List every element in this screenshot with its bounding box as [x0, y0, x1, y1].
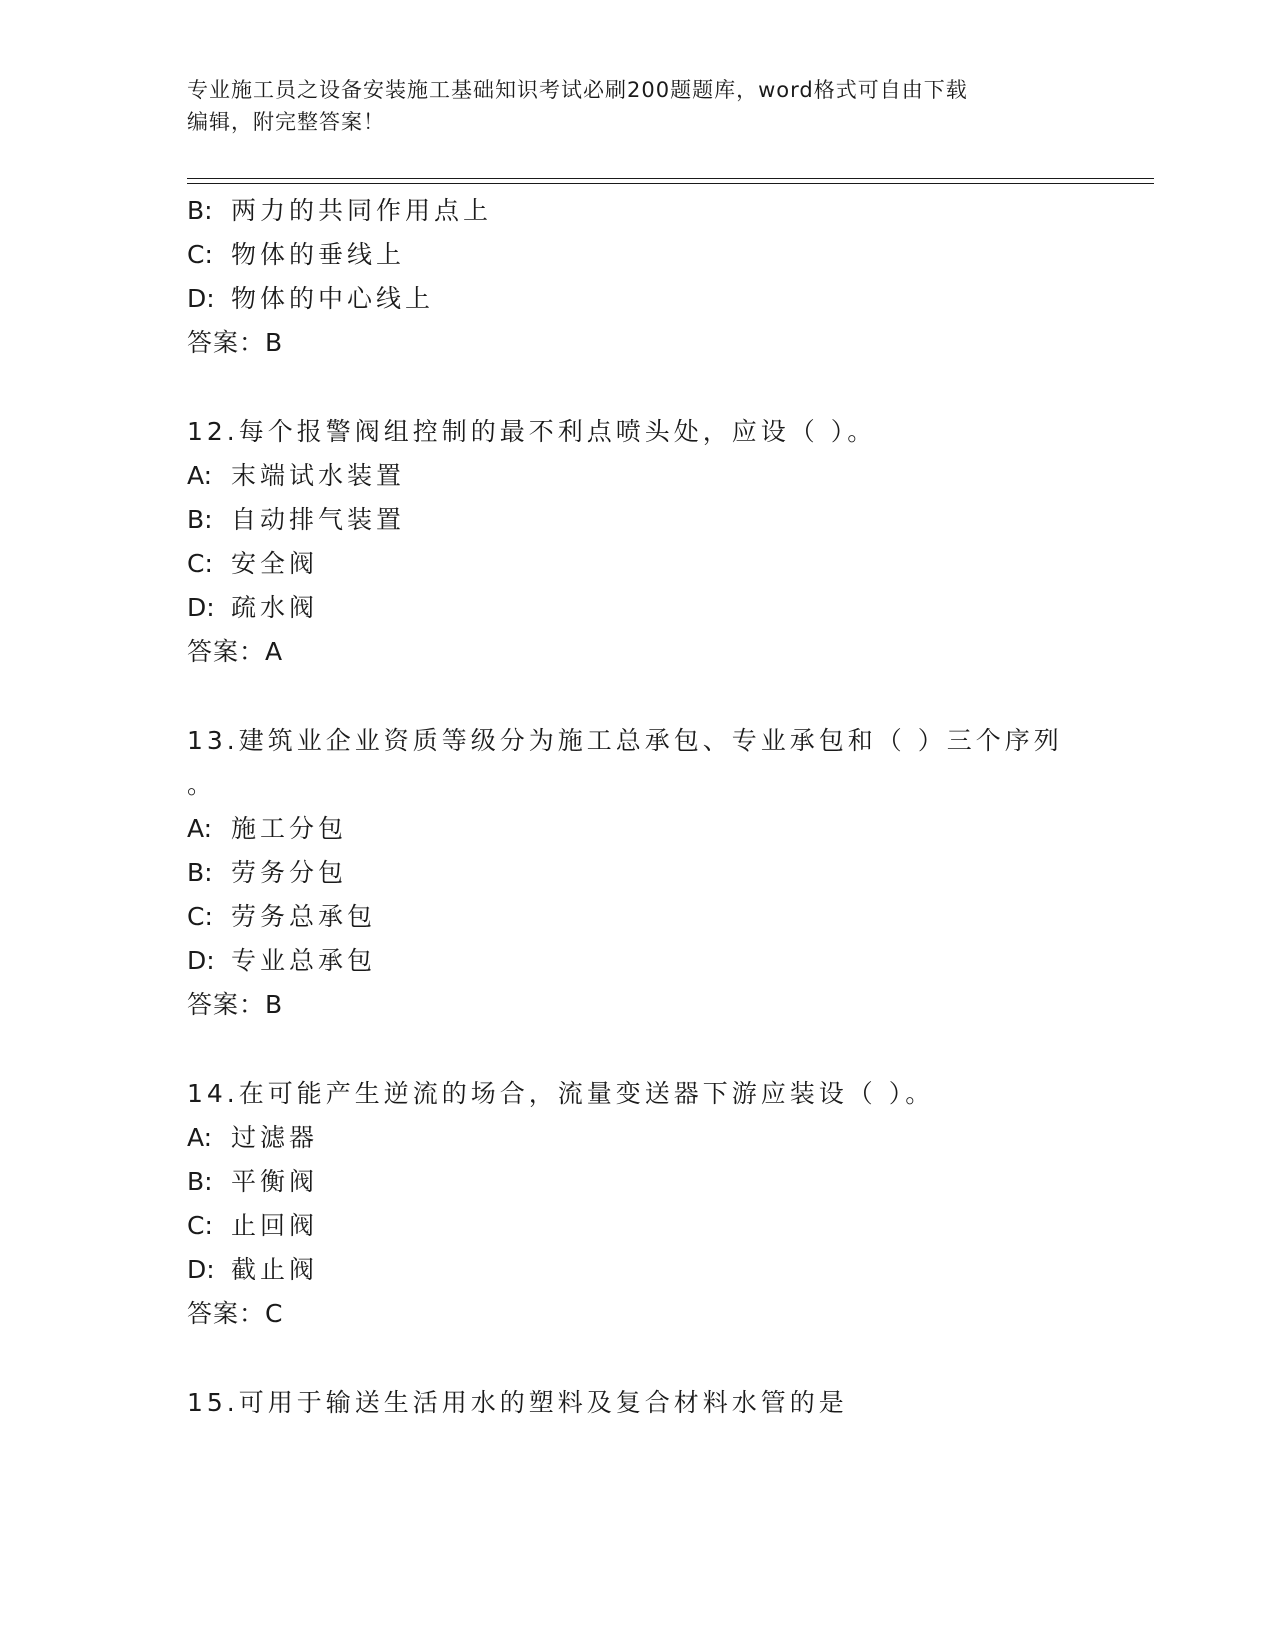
q13-option-c	[187, 902, 376, 932]
q12-stem: 12.每个报警阀组控制的最不利点喷头处，应设（ ）。	[187, 417, 877, 446]
option-key: D:	[187, 1255, 215, 1284]
option-key: D:	[187, 593, 215, 622]
q13-option-a	[187, 814, 347, 844]
q13-answer: 答案：B	[187, 990, 284, 1019]
q13-stem: 13.建筑业企业资质等级分为施工总承包、专业承包和（ ）三个序列	[187, 726, 1063, 755]
option-text: 物体的垂线上	[231, 240, 406, 269]
option-key: A:	[187, 814, 213, 843]
q14-option-b	[187, 1167, 318, 1197]
q12-option-c	[187, 549, 318, 579]
option-text: 劳务分包	[231, 858, 348, 887]
option-text: 自动排气装置	[231, 505, 406, 534]
q12-option-a	[187, 461, 405, 491]
document-header	[187, 74, 1087, 138]
option-key: D:	[187, 284, 215, 313]
option-key: C:	[187, 549, 213, 578]
option-text: 过滤器	[231, 1123, 319, 1152]
option-text: 安全阀	[231, 549, 319, 578]
q14-stem: 14.在可能产生逆流的场合，流量变送器下游应装设（ ）。	[187, 1079, 935, 1108]
option-text: 物体的中心线上	[231, 284, 435, 313]
option-text: 止回阀	[231, 1211, 319, 1240]
option-text: 疏水阀	[231, 593, 319, 622]
q11-option-d	[187, 284, 434, 314]
q13-option-d	[187, 946, 376, 976]
q13-option-b	[187, 858, 347, 888]
option-text: 平衡阀	[231, 1167, 319, 1196]
q14-answer: 答案：C	[187, 1299, 284, 1328]
option-key: A:	[187, 1123, 213, 1152]
q12-option-d	[187, 593, 318, 623]
header-line-1: 专业施工员之设备安装施工基础知识考试必刷200题题库，word格式可自由下载	[187, 78, 968, 102]
option-text: 劳务总承包	[231, 902, 377, 931]
q12-answer: 答案：A	[187, 637, 284, 666]
option-key: B:	[187, 196, 213, 225]
option-key: D:	[187, 946, 215, 975]
option-key: B:	[187, 1167, 213, 1196]
option-text: 专业总承包	[231, 946, 377, 975]
option-text: 末端试水装置	[231, 461, 406, 490]
q12-option-b	[187, 505, 405, 535]
q15-stem: 15.可用于输送生活用水的塑料及复合材料水管的是	[187, 1388, 848, 1417]
option-key: C:	[187, 1211, 213, 1240]
q11-option-c	[187, 240, 405, 270]
q11-answer: 答案：B	[187, 328, 284, 357]
q11-option-b	[187, 196, 492, 226]
option-key: A:	[187, 461, 213, 490]
option-key: B:	[187, 505, 213, 534]
q14-option-d	[187, 1255, 318, 1285]
option-key: B:	[187, 858, 213, 887]
header-line-2: 编辑，附完整答案！	[187, 110, 385, 134]
option-text: 两力的共同作用点上	[231, 196, 493, 225]
option-text: 施工分包	[231, 814, 348, 843]
option-key: C:	[187, 240, 213, 269]
option-text: 截止阀	[231, 1255, 319, 1284]
q14-option-a	[187, 1123, 318, 1153]
header-divider-bottom	[187, 183, 1154, 184]
option-key: C:	[187, 902, 213, 931]
q14-option-c	[187, 1211, 318, 1241]
header-divider-top	[187, 178, 1154, 179]
q13-stem-continuation: 。	[187, 770, 217, 799]
